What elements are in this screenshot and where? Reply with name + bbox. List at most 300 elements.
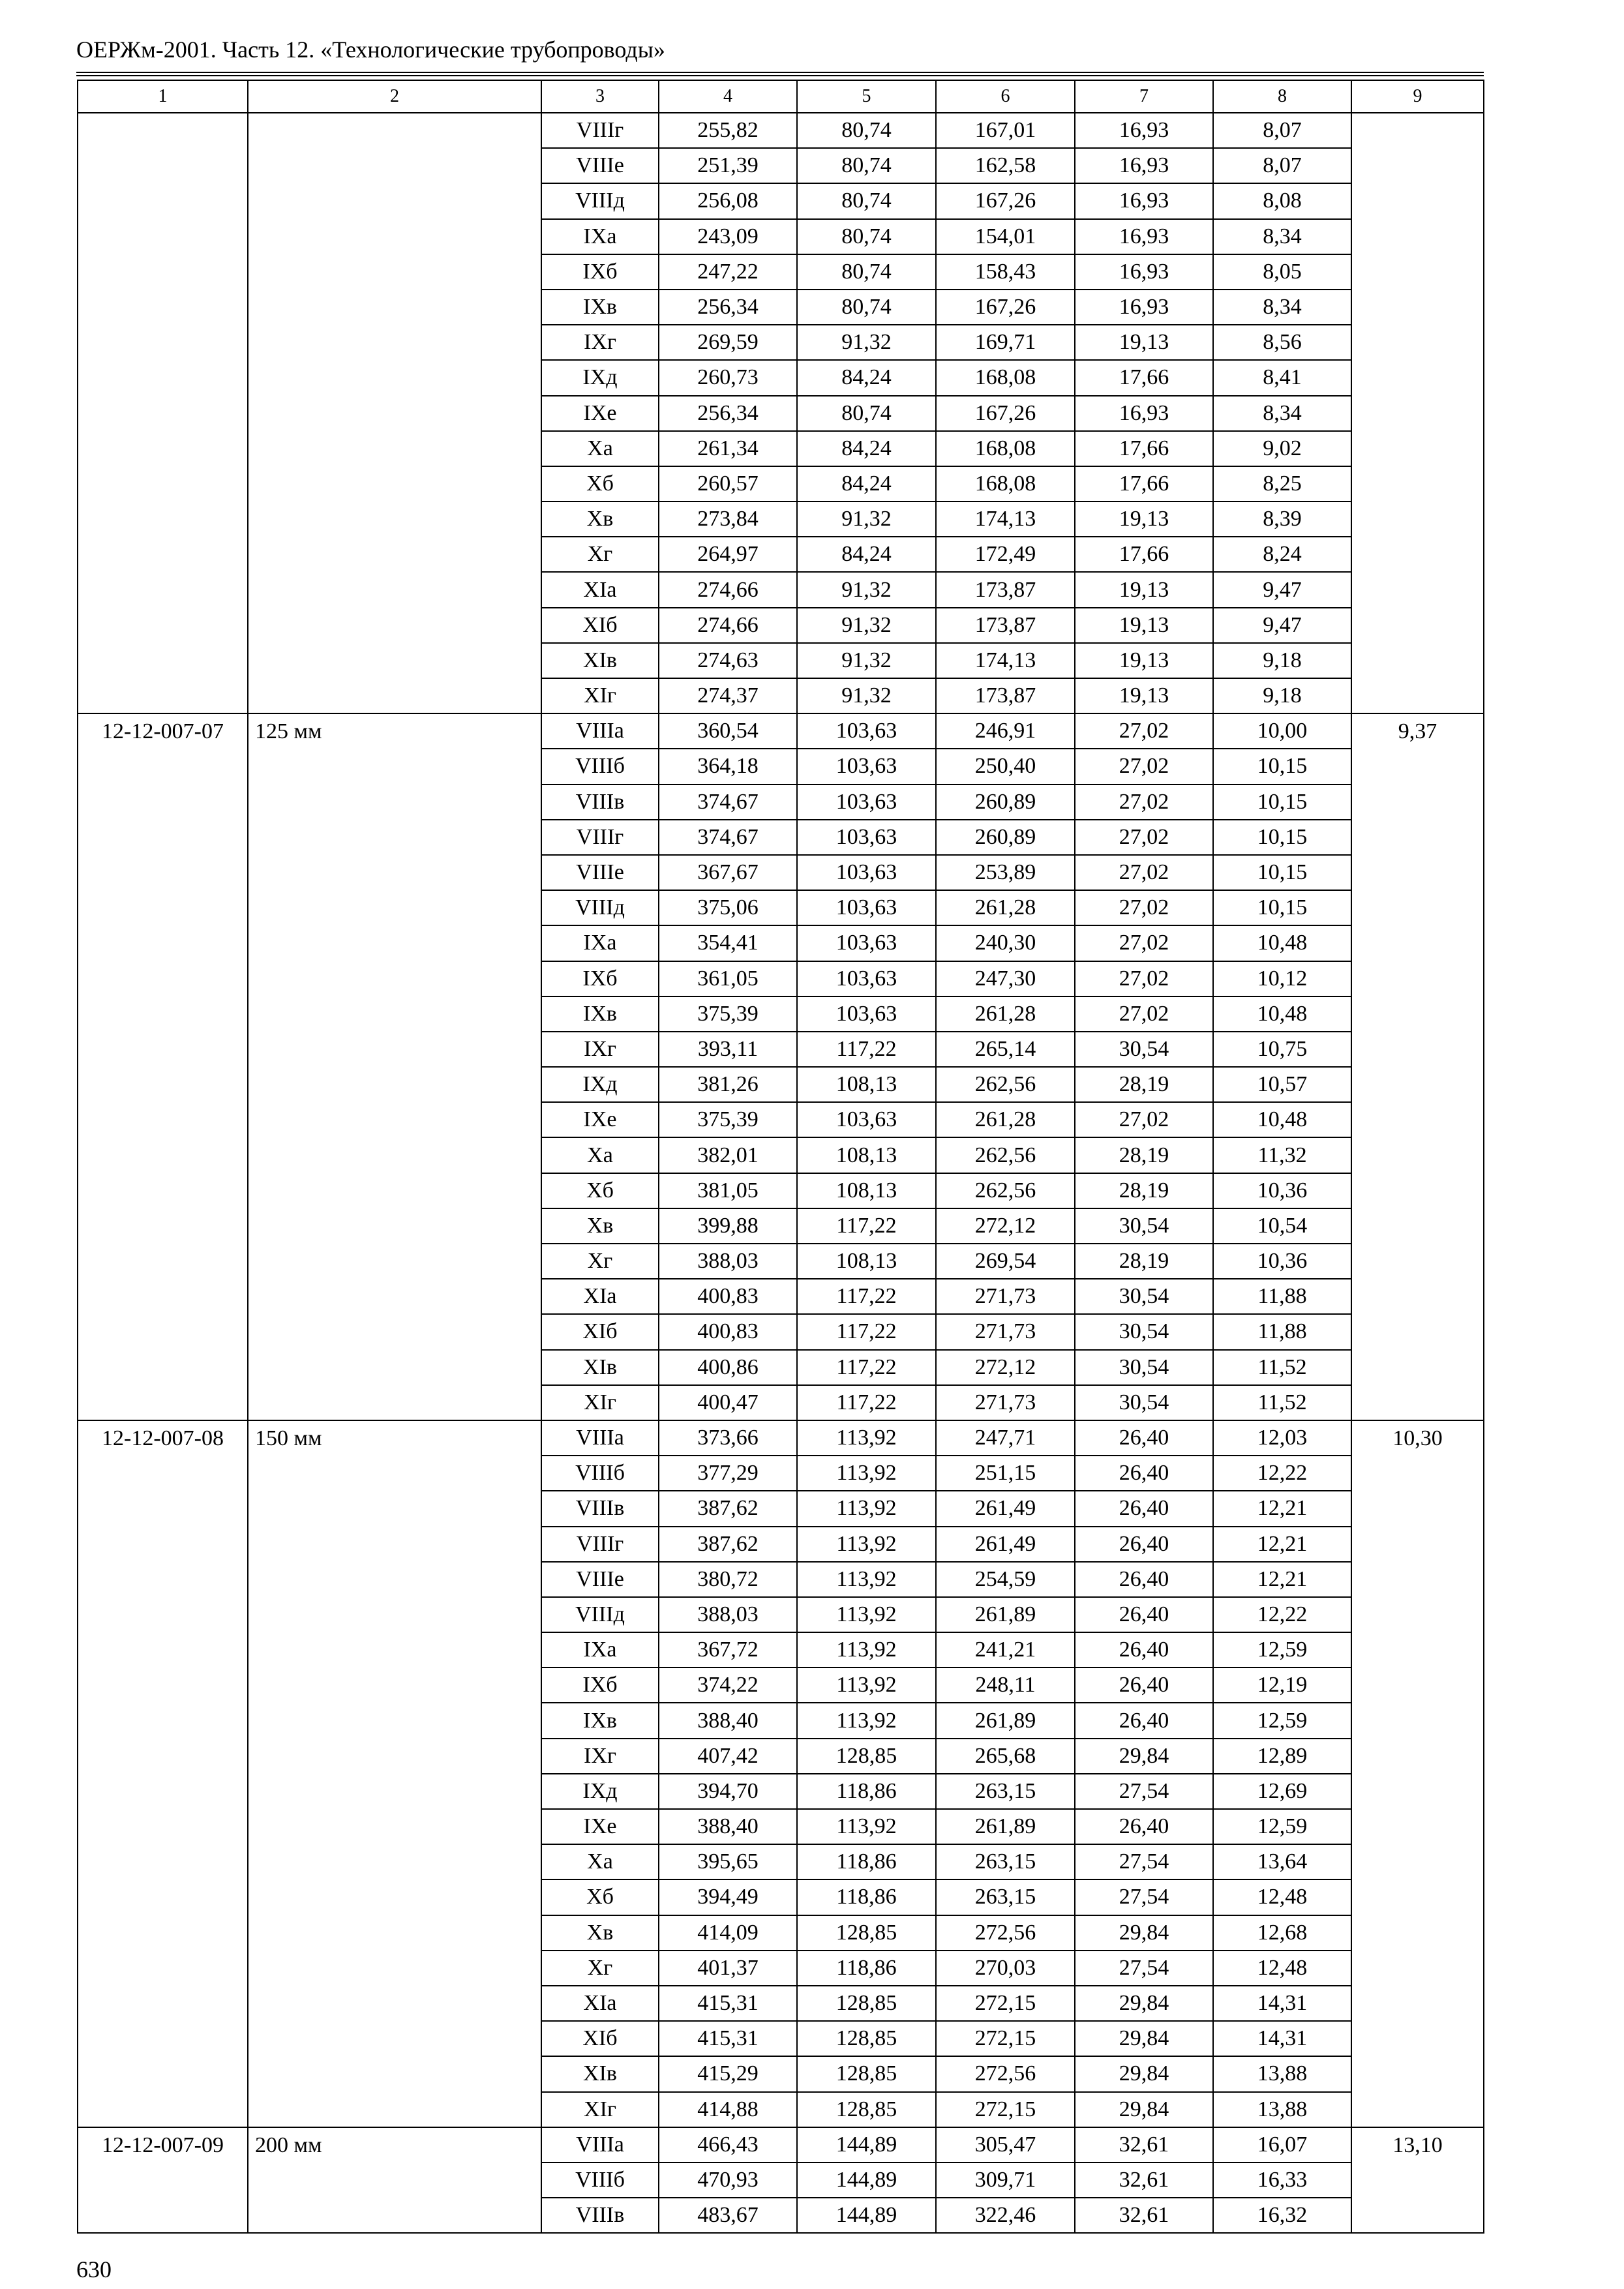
machinist-wages-cell: 30,54 — [1075, 1314, 1213, 1349]
region-cell: XIб — [541, 2021, 659, 2056]
materials-cell: 12,59 — [1213, 1703, 1351, 1738]
materials-cell: 9,02 — [1213, 431, 1351, 466]
region-cell: Xа — [541, 431, 659, 466]
wages-cell: 113,92 — [797, 1597, 936, 1632]
machines-cell: 265,14 — [936, 1032, 1075, 1067]
materials-cell: 14,31 — [1213, 1986, 1351, 2021]
machines-cell: 241,21 — [936, 1632, 1075, 1668]
column-number: 3 — [541, 80, 659, 113]
region-cell: Xв — [541, 1915, 659, 1951]
materials-cell: 12,69 — [1213, 1774, 1351, 1809]
wages-cell: 80,74 — [797, 290, 936, 325]
materials-cell: 11,52 — [1213, 1385, 1351, 1420]
total-cost-cell: 274,63 — [659, 643, 797, 678]
region-cell: VIIIв — [541, 2198, 659, 2233]
materials-cell: 12,59 — [1213, 1809, 1351, 1844]
machinist-wages-cell: 30,54 — [1075, 1032, 1213, 1067]
region-cell: IXд — [541, 1067, 659, 1102]
total-cost-cell: 264,97 — [659, 537, 797, 572]
materials-cell: 16,33 — [1213, 2162, 1351, 2198]
machinist-wages-cell: 27,02 — [1075, 713, 1213, 749]
materials-cell: 10,75 — [1213, 1032, 1351, 1067]
materials-cell: 13,88 — [1213, 2092, 1351, 2127]
region-cell: IXг — [541, 325, 659, 360]
materials-cell: 10,36 — [1213, 1244, 1351, 1279]
header-rule-top — [76, 72, 1484, 73]
materials-cell: 11,88 — [1213, 1279, 1351, 1314]
machinist-wages-cell: 27,54 — [1075, 1879, 1213, 1915]
wages-cell: 108,13 — [797, 1067, 936, 1102]
machines-cell: 167,26 — [936, 290, 1075, 325]
materials-cell: 10,15 — [1213, 749, 1351, 784]
machines-cell: 263,15 — [936, 1844, 1075, 1879]
machinist-wages-cell: 26,40 — [1075, 1668, 1213, 1703]
region-cell: Xб — [541, 1879, 659, 1915]
materials-cell: 11,32 — [1213, 1137, 1351, 1173]
region-cell: XIг — [541, 2092, 659, 2127]
machinist-wages-cell: 27,02 — [1075, 855, 1213, 890]
machinist-wages-cell: 27,02 — [1075, 961, 1213, 996]
machines-cell: 309,71 — [936, 2162, 1075, 2198]
machinist-wages-cell: 26,40 — [1075, 1527, 1213, 1562]
total-cost-cell: 377,29 — [659, 1456, 797, 1491]
machines-cell: 173,87 — [936, 678, 1075, 713]
machinist-wages-cell: 17,66 — [1075, 466, 1213, 501]
machinist-wages-cell: 28,19 — [1075, 1137, 1213, 1173]
wages-cell: 113,92 — [797, 1491, 936, 1526]
machines-cell: 250,40 — [936, 749, 1075, 784]
machinist-wages-cell: 30,54 — [1075, 1279, 1213, 1314]
item-code-cell — [78, 113, 248, 713]
total-cost-cell: 269,59 — [659, 325, 797, 360]
materials-cell: 9,18 — [1213, 643, 1351, 678]
machinist-wages-cell: 19,13 — [1075, 608, 1213, 643]
region-cell: IXб — [541, 1668, 659, 1703]
wages-cell: 91,32 — [797, 643, 936, 678]
wages-cell: 84,24 — [797, 431, 936, 466]
machinist-wages-cell: 26,40 — [1075, 1456, 1213, 1491]
wages-cell: 80,74 — [797, 113, 936, 148]
machinist-wages-cell: 26,40 — [1075, 1809, 1213, 1844]
materials-cell: 10,12 — [1213, 961, 1351, 996]
region-cell: Xг — [541, 1244, 659, 1279]
region-cell: VIIIа — [541, 2127, 659, 2162]
diameter-cell — [248, 113, 541, 713]
total-cost-cell: 243,09 — [659, 219, 797, 254]
machines-cell: 270,03 — [936, 1951, 1075, 1986]
machinist-wages-cell: 19,13 — [1075, 643, 1213, 678]
machines-cell: 261,28 — [936, 1102, 1075, 1137]
total-cost-cell: 256,34 — [659, 290, 797, 325]
column-number: 1 — [78, 80, 248, 113]
machinist-wages-cell: 27,02 — [1075, 890, 1213, 925]
materials-cell: 9,18 — [1213, 678, 1351, 713]
column-number: 5 — [797, 80, 936, 113]
region-cell: VIIIб — [541, 749, 659, 784]
machines-cell: 240,30 — [936, 925, 1075, 961]
machines-cell: 272,56 — [936, 2056, 1075, 2091]
wages-cell: 103,63 — [797, 749, 936, 784]
wages-cell: 117,22 — [797, 1350, 936, 1385]
materials-cell: 10,00 — [1213, 713, 1351, 749]
total-cost-cell: 407,42 — [659, 1739, 797, 1774]
wages-cell: 113,92 — [797, 1809, 936, 1844]
machines-cell: 173,87 — [936, 572, 1075, 607]
total-cost-cell: 381,26 — [659, 1067, 797, 1102]
wages-cell: 113,92 — [797, 1668, 936, 1703]
machinist-wages-cell: 28,19 — [1075, 1173, 1213, 1208]
materials-cell: 10,48 — [1213, 996, 1351, 1032]
region-cell: IXе — [541, 1809, 659, 1844]
wages-cell: 103,63 — [797, 820, 936, 855]
machines-cell: 261,89 — [936, 1703, 1075, 1738]
total-cost-cell: 415,31 — [659, 2021, 797, 2056]
region-cell: XIа — [541, 572, 659, 607]
total-cost-cell: 400,83 — [659, 1279, 797, 1314]
region-cell: VIIIб — [541, 1456, 659, 1491]
wages-cell: 117,22 — [797, 1208, 936, 1244]
total-cost-cell: 375,39 — [659, 996, 797, 1032]
total-cost-cell: 400,83 — [659, 1314, 797, 1349]
machinist-wages-cell: 19,13 — [1075, 678, 1213, 713]
total-cost-cell: 415,29 — [659, 2056, 797, 2091]
wages-cell: 113,92 — [797, 1527, 936, 1562]
wages-cell: 84,24 — [797, 537, 936, 572]
materials-cell: 12,22 — [1213, 1597, 1351, 1632]
machinist-wages-cell: 16,93 — [1075, 396, 1213, 431]
wages-cell: 117,22 — [797, 1032, 936, 1067]
labor-cell: 9,37 — [1351, 713, 1484, 1420]
machinist-wages-cell: 29,84 — [1075, 1739, 1213, 1774]
materials-cell: 12,22 — [1213, 1456, 1351, 1491]
machinist-wages-cell: 26,40 — [1075, 1491, 1213, 1526]
wages-cell: 103,63 — [797, 996, 936, 1032]
machines-cell: 260,89 — [936, 820, 1075, 855]
wages-cell: 118,86 — [797, 1844, 936, 1879]
machines-cell: 254,59 — [936, 1562, 1075, 1597]
item-code-cell: 12-12-007-09 — [78, 2127, 248, 2234]
machines-cell: 263,15 — [936, 1774, 1075, 1809]
machines-cell: 322,46 — [936, 2198, 1075, 2233]
table-row — [78, 113, 1484, 148]
machinist-wages-cell: 27,02 — [1075, 820, 1213, 855]
total-cost-cell: 260,57 — [659, 466, 797, 501]
wages-cell: 103,63 — [797, 961, 936, 996]
wages-cell: 128,85 — [797, 1739, 936, 1774]
machinist-wages-cell: 26,40 — [1075, 1562, 1213, 1597]
machines-cell: 251,15 — [936, 1456, 1075, 1491]
wages-cell: 117,22 — [797, 1279, 936, 1314]
machinist-wages-cell: 26,40 — [1075, 1703, 1213, 1738]
region-cell: XIб — [541, 608, 659, 643]
total-cost-cell: 274,66 — [659, 608, 797, 643]
machinist-wages-cell: 26,40 — [1075, 1597, 1213, 1632]
machinist-wages-cell: 29,84 — [1075, 1986, 1213, 2021]
region-cell: IXд — [541, 1774, 659, 1809]
materials-cell: 9,47 — [1213, 608, 1351, 643]
total-cost-cell: 260,73 — [659, 360, 797, 395]
region-cell: IXв — [541, 996, 659, 1032]
total-cost-cell: 375,39 — [659, 1102, 797, 1137]
region-cell: VIIIв — [541, 1491, 659, 1526]
region-cell: VIIIд — [541, 1597, 659, 1632]
machines-cell: 174,13 — [936, 501, 1075, 537]
total-cost-cell: 388,40 — [659, 1703, 797, 1738]
region-cell: VIIIб — [541, 2162, 659, 2198]
wages-cell: 144,89 — [797, 2198, 936, 2233]
machines-cell: 261,89 — [936, 1809, 1075, 1844]
materials-cell: 8,08 — [1213, 183, 1351, 218]
region-cell: XIб — [541, 1314, 659, 1349]
machines-cell: 247,71 — [936, 1420, 1075, 1456]
total-cost-cell: 381,05 — [659, 1173, 797, 1208]
total-cost-cell: 393,11 — [659, 1032, 797, 1067]
table-row — [78, 2127, 1484, 2162]
machinist-wages-cell: 26,40 — [1075, 1420, 1213, 1456]
total-cost-cell: 374,67 — [659, 785, 797, 820]
materials-cell: 8,24 — [1213, 537, 1351, 572]
diameter-cell: 125 мм — [248, 713, 541, 1420]
wages-cell: 103,63 — [797, 713, 936, 749]
machines-cell: 271,73 — [936, 1314, 1075, 1349]
machines-cell: 261,49 — [936, 1491, 1075, 1526]
region-cell: VIIIе — [541, 1562, 659, 1597]
materials-cell: 8,05 — [1213, 254, 1351, 290]
materials-cell: 10,48 — [1213, 925, 1351, 961]
materials-cell: 12,48 — [1213, 1951, 1351, 1986]
wages-cell: 108,13 — [797, 1137, 936, 1173]
region-cell: IXв — [541, 1703, 659, 1738]
machinist-wages-cell: 28,19 — [1075, 1067, 1213, 1102]
total-cost-cell: 247,22 — [659, 254, 797, 290]
wages-cell: 103,63 — [797, 890, 936, 925]
total-cost-cell: 483,67 — [659, 2198, 797, 2233]
region-cell: VIIIа — [541, 1420, 659, 1456]
machines-cell: 162,58 — [936, 148, 1075, 183]
machinist-wages-cell: 19,13 — [1075, 572, 1213, 607]
machinist-wages-cell: 29,84 — [1075, 2092, 1213, 2127]
materials-cell: 12,21 — [1213, 1527, 1351, 1562]
machinist-wages-cell: 16,93 — [1075, 219, 1213, 254]
region-cell: VIIIд — [541, 890, 659, 925]
region-cell: IXе — [541, 1102, 659, 1137]
region-cell: VIIIг — [541, 113, 659, 148]
rates-table-body — [78, 80, 1484, 2233]
materials-cell: 12,21 — [1213, 1562, 1351, 1597]
region-cell: VIIIв — [541, 785, 659, 820]
header-rule-bottom — [76, 75, 1484, 76]
column-number: 6 — [936, 80, 1075, 113]
region-cell: IXа — [541, 925, 659, 961]
region-cell: Xб — [541, 1173, 659, 1208]
region-cell: VIIIд — [541, 183, 659, 218]
total-cost-cell: 360,54 — [659, 713, 797, 749]
total-cost-cell: 273,84 — [659, 501, 797, 537]
machines-cell: 246,91 — [936, 713, 1075, 749]
total-cost-cell: 375,06 — [659, 890, 797, 925]
materials-cell: 8,07 — [1213, 148, 1351, 183]
materials-cell: 8,07 — [1213, 113, 1351, 148]
machinist-wages-cell: 27,02 — [1075, 996, 1213, 1032]
total-cost-cell: 380,72 — [659, 1562, 797, 1597]
machines-cell: 158,43 — [936, 254, 1075, 290]
machines-cell: 271,73 — [936, 1279, 1075, 1314]
machinist-wages-cell: 32,61 — [1075, 2162, 1213, 2198]
page-header-title: ОЕРЖм-2001. Часть 12. «Технологические трубопроводы» — [76, 37, 665, 63]
wages-cell: 113,92 — [797, 1703, 936, 1738]
total-cost-cell: 388,03 — [659, 1597, 797, 1632]
region-cell: XIг — [541, 678, 659, 713]
materials-cell: 8,25 — [1213, 466, 1351, 501]
wages-cell: 91,32 — [797, 501, 936, 537]
wages-cell: 113,92 — [797, 1456, 936, 1491]
total-cost-cell: 361,05 — [659, 961, 797, 996]
wages-cell: 91,32 — [797, 678, 936, 713]
region-cell: IXг — [541, 1032, 659, 1067]
region-cell: VIIIг — [541, 1527, 659, 1562]
machines-cell: 272,15 — [936, 2092, 1075, 2127]
machines-cell: 168,08 — [936, 431, 1075, 466]
materials-cell: 12,21 — [1213, 1491, 1351, 1526]
machines-cell: 261,49 — [936, 1527, 1075, 1562]
labor-cell: 10,30 — [1351, 1420, 1484, 2127]
total-cost-cell: 401,37 — [659, 1951, 797, 1986]
machines-cell: 272,15 — [936, 2021, 1075, 2056]
machines-cell: 168,08 — [936, 466, 1075, 501]
machines-cell: 173,87 — [936, 608, 1075, 643]
wages-cell: 91,32 — [797, 325, 936, 360]
wages-cell: 91,32 — [797, 572, 936, 607]
wages-cell: 144,89 — [797, 2162, 936, 2198]
diameter-cell: 200 мм — [248, 2127, 541, 2234]
materials-cell: 13,88 — [1213, 2056, 1351, 2091]
wages-cell: 128,85 — [797, 2056, 936, 2091]
column-number: 2 — [248, 80, 541, 113]
machines-cell: 154,01 — [936, 219, 1075, 254]
total-cost-cell: 414,88 — [659, 2092, 797, 2127]
machines-cell: 247,30 — [936, 961, 1075, 996]
item-code-cell: 12-12-007-07 — [78, 713, 248, 1420]
machinist-wages-cell: 16,93 — [1075, 183, 1213, 218]
region-cell: Xв — [541, 501, 659, 537]
materials-cell: 12,59 — [1213, 1632, 1351, 1668]
table-row — [78, 713, 1484, 749]
total-cost-cell: 256,08 — [659, 183, 797, 218]
machinist-wages-cell: 19,13 — [1075, 325, 1213, 360]
wages-cell: 103,63 — [797, 855, 936, 890]
machinist-wages-cell: 27,54 — [1075, 1844, 1213, 1879]
total-cost-cell: 382,01 — [659, 1137, 797, 1173]
materials-cell: 10,15 — [1213, 820, 1351, 855]
wages-cell: 128,85 — [797, 2021, 936, 2056]
machines-cell: 262,56 — [936, 1137, 1075, 1173]
total-cost-cell: 367,72 — [659, 1632, 797, 1668]
item-code-cell: 12-12-007-08 — [78, 1420, 248, 2127]
wages-cell: 80,74 — [797, 183, 936, 218]
wages-cell: 128,85 — [797, 1986, 936, 2021]
machines-cell: 172,49 — [936, 537, 1075, 572]
total-cost-cell: 255,82 — [659, 113, 797, 148]
machinist-wages-cell: 27,02 — [1075, 749, 1213, 784]
wages-cell: 118,86 — [797, 1774, 936, 1809]
machines-cell: 262,56 — [936, 1173, 1075, 1208]
region-cell: IXв — [541, 290, 659, 325]
region-cell: Xг — [541, 1951, 659, 1986]
materials-cell: 8,34 — [1213, 290, 1351, 325]
machines-cell: 263,15 — [936, 1879, 1075, 1915]
region-cell: VIIIе — [541, 148, 659, 183]
materials-cell: 8,41 — [1213, 360, 1351, 395]
region-cell: VIIIе — [541, 855, 659, 890]
total-cost-cell: 251,39 — [659, 148, 797, 183]
machines-cell: 272,12 — [936, 1208, 1075, 1244]
total-cost-cell: 400,86 — [659, 1350, 797, 1385]
materials-cell: 14,31 — [1213, 2021, 1351, 2056]
wages-cell: 91,32 — [797, 608, 936, 643]
rates-table — [77, 80, 1484, 2234]
wages-cell: 103,63 — [797, 1102, 936, 1137]
total-cost-cell: 274,37 — [659, 678, 797, 713]
total-cost-cell: 274,66 — [659, 572, 797, 607]
materials-cell: 12,19 — [1213, 1668, 1351, 1703]
materials-cell: 8,56 — [1213, 325, 1351, 360]
machines-cell: 305,47 — [936, 2127, 1075, 2162]
materials-cell: 12,03 — [1213, 1420, 1351, 1456]
materials-cell: 12,89 — [1213, 1739, 1351, 1774]
machinist-wages-cell: 29,84 — [1075, 1915, 1213, 1951]
total-cost-cell: 261,34 — [659, 431, 797, 466]
materials-cell: 16,32 — [1213, 2198, 1351, 2233]
region-cell: IXб — [541, 961, 659, 996]
materials-cell: 12,68 — [1213, 1915, 1351, 1951]
machines-cell: 167,01 — [936, 113, 1075, 148]
wages-cell: 128,85 — [797, 2092, 936, 2127]
region-cell: IXа — [541, 1632, 659, 1668]
total-cost-cell: 415,31 — [659, 1986, 797, 2021]
materials-cell: 11,88 — [1213, 1314, 1351, 1349]
region-cell: XIа — [541, 1279, 659, 1314]
wages-cell: 103,63 — [797, 925, 936, 961]
labor-cell: 13,10 — [1351, 2127, 1484, 2234]
machines-cell: 272,12 — [936, 1350, 1075, 1385]
wages-cell: 103,63 — [797, 785, 936, 820]
total-cost-cell: 394,49 — [659, 1879, 797, 1915]
materials-cell: 8,39 — [1213, 501, 1351, 537]
region-cell: VIIIа — [541, 713, 659, 749]
total-cost-cell: 388,03 — [659, 1244, 797, 1279]
machinist-wages-cell: 30,54 — [1075, 1350, 1213, 1385]
machinist-wages-cell: 30,54 — [1075, 1385, 1213, 1420]
region-cell: Xг — [541, 537, 659, 572]
materials-cell: 16,07 — [1213, 2127, 1351, 2162]
total-cost-cell: 414,09 — [659, 1915, 797, 1951]
materials-cell: 10,15 — [1213, 855, 1351, 890]
total-cost-cell: 364,18 — [659, 749, 797, 784]
wages-cell: 113,92 — [797, 1420, 936, 1456]
total-cost-cell: 388,40 — [659, 1809, 797, 1844]
machines-cell: 261,28 — [936, 996, 1075, 1032]
column-number: 4 — [659, 80, 797, 113]
machines-cell: 265,68 — [936, 1739, 1075, 1774]
machinist-wages-cell: 16,93 — [1075, 113, 1213, 148]
labor-cell — [1351, 113, 1484, 713]
wages-cell: 128,85 — [797, 1915, 936, 1951]
wages-cell: 80,74 — [797, 254, 936, 290]
materials-cell: 8,34 — [1213, 396, 1351, 431]
wages-cell: 118,86 — [797, 1951, 936, 1986]
machines-cell: 260,89 — [936, 785, 1075, 820]
machines-cell: 272,15 — [936, 1986, 1075, 2021]
